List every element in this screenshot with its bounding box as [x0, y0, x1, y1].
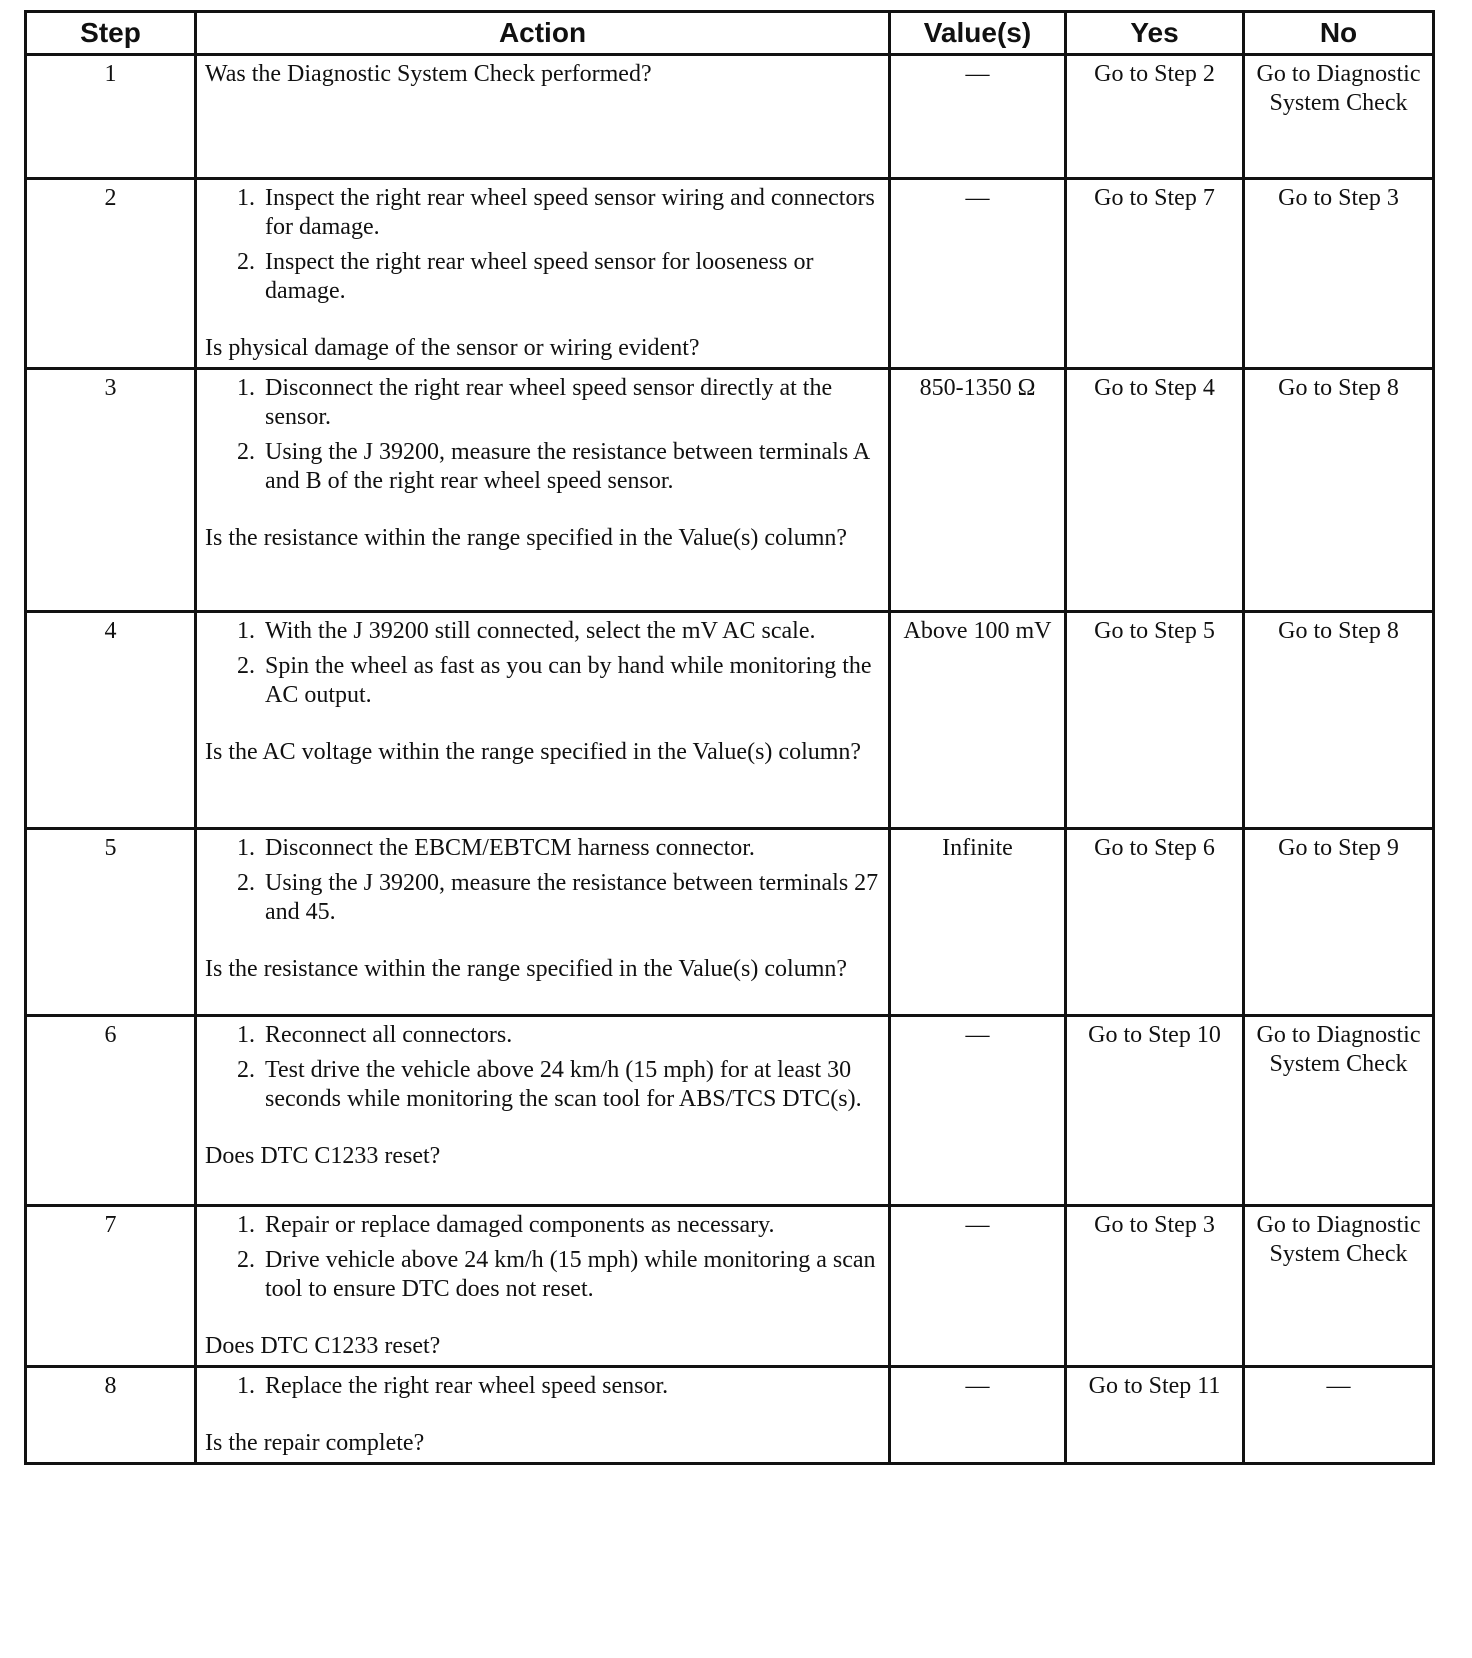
- no-cell: Go to Diagnostic System Check: [1244, 1206, 1434, 1367]
- value-cell: Infinite: [890, 829, 1066, 1016]
- action-cell: [196, 829, 890, 1016]
- table-row: [26, 612, 1434, 829]
- action-cell: [196, 369, 890, 612]
- no-cell: —: [1244, 1367, 1434, 1464]
- yes-cell: Go to Step 3: [1066, 1206, 1244, 1367]
- table-row: [26, 1016, 1434, 1206]
- value-cell: Above 100 mV: [890, 612, 1066, 829]
- diagnostic-table: [24, 10, 1435, 1465]
- action-step: 1. Replace the right rear wheel speed sensor.: [237, 1373, 669, 1399]
- action-question: Does DTC C1233 reset?: [205, 1143, 441, 1169]
- no-cell: Go to Step 3: [1244, 179, 1434, 369]
- header-action: Action: [196, 12, 890, 55]
- header-step: Step: [26, 12, 196, 55]
- action-step: 1. Repair or replace damaged components as necessary.: [237, 1212, 775, 1238]
- header-row: [26, 12, 1434, 55]
- action-question: Is physical damage of the sensor or wiring evident?: [205, 335, 700, 361]
- table-row: [26, 829, 1434, 1016]
- yes-cell: Go to Step 10: [1066, 1016, 1244, 1206]
- action-cell: [196, 612, 890, 829]
- action-step: 2. Inspect the right rear wheel speed sensor for looseness or damage.: [237, 249, 814, 304]
- yes-cell: Go to Step 6: [1066, 829, 1244, 1016]
- yes-cell: Go to Step 2: [1066, 55, 1244, 179]
- no-cell: Go to Step 8: [1244, 369, 1434, 612]
- action-steps: [205, 184, 880, 312]
- action-cell: [196, 1367, 890, 1464]
- value-cell: —: [890, 1206, 1066, 1367]
- value-cell: —: [890, 55, 1066, 179]
- action-question: Is the repair complete?: [205, 1430, 425, 1456]
- action-steps: [205, 1372, 880, 1407]
- action-cell: [196, 1016, 890, 1206]
- step-number: 5: [26, 829, 196, 1016]
- action-cell: [196, 179, 890, 369]
- action-step: 2. Test drive the vehicle above 24 km/h (15 mph) for at least 30 seconds while monitoring the scan tool for ABS/TCS DTC(s).: [237, 1057, 862, 1112]
- no-cell: Go to Step 9: [1244, 829, 1434, 1016]
- action-steps: [205, 374, 880, 502]
- action-step: 1. Reconnect all connectors.: [237, 1022, 513, 1048]
- action-question: Does DTC C1233 reset?: [205, 1333, 441, 1359]
- step-number: 1: [26, 55, 196, 179]
- value-cell: 850-1350 Ω: [890, 369, 1066, 612]
- action-step: 2. Spin the wheel as fast as you can by hand while monitoring the AC output.: [237, 653, 872, 708]
- action-cell: [196, 1206, 890, 1367]
- step-number: 8: [26, 1367, 196, 1464]
- header-no: No: [1244, 12, 1434, 55]
- action-step: 2. Using the J 39200, measure the resistance between terminals 27 and 45.: [237, 870, 879, 925]
- value-cell: —: [890, 1016, 1066, 1206]
- action-step: 2. Using the J 39200, measure the resistance between terminals A and B of the right rear wheel speed sensor.: [237, 439, 869, 494]
- no-cell: Go to Diagnostic System Check: [1244, 1016, 1434, 1206]
- step-number: 7: [26, 1206, 196, 1367]
- action-steps: [205, 834, 880, 933]
- header-values: Value(s): [890, 12, 1066, 55]
- action-step: 1. Disconnect the right rear wheel speed sensor directly at the sensor.: [237, 375, 833, 430]
- header-yes: Yes: [1066, 12, 1244, 55]
- table-row: [26, 55, 1434, 179]
- step-number: 6: [26, 1016, 196, 1206]
- no-cell: Go to Step 8: [1244, 612, 1434, 829]
- action-cell: [196, 55, 890, 179]
- action-question: Is the AC voltage within the range specified in the Value(s) column?: [205, 739, 862, 765]
- action-question: Is the resistance within the range specified in the Value(s) column?: [205, 956, 848, 982]
- step-number: 4: [26, 612, 196, 829]
- no-cell: Go to Diagnostic System Check: [1244, 55, 1434, 179]
- step-number: 2: [26, 179, 196, 369]
- action-question: Is the resistance within the range specified in the Value(s) column?: [205, 525, 848, 551]
- action-steps: [205, 1211, 880, 1310]
- yes-cell: Go to Step 5: [1066, 612, 1244, 829]
- action-question: Was the Diagnostic System Check performed?: [205, 61, 652, 87]
- action-step: 1. Disconnect the EBCM/EBTCM harness connector.: [237, 835, 755, 861]
- value-cell: —: [890, 179, 1066, 369]
- yes-cell: Go to Step 11: [1066, 1367, 1244, 1464]
- step-number: 3: [26, 369, 196, 612]
- table-row: [26, 369, 1434, 612]
- yes-cell: Go to Step 4: [1066, 369, 1244, 612]
- action-steps: [205, 617, 880, 716]
- table-row: [26, 1367, 1434, 1464]
- yes-cell: Go to Step 7: [1066, 179, 1244, 369]
- action-step: 1. Inspect the right rear wheel speed sensor wiring and connectors for damage.: [237, 185, 875, 240]
- table-row: [26, 179, 1434, 369]
- action-steps: [205, 1021, 880, 1120]
- action-step: 2. Drive vehicle above 24 km/h (15 mph) while monitoring a scan tool to ensure DTC does not reset.: [237, 1247, 876, 1302]
- action-step: 1. With the J 39200 still connected, select the mV AC scale.: [237, 618, 816, 644]
- table-row: [26, 1206, 1434, 1367]
- value-cell: —: [890, 1367, 1066, 1464]
